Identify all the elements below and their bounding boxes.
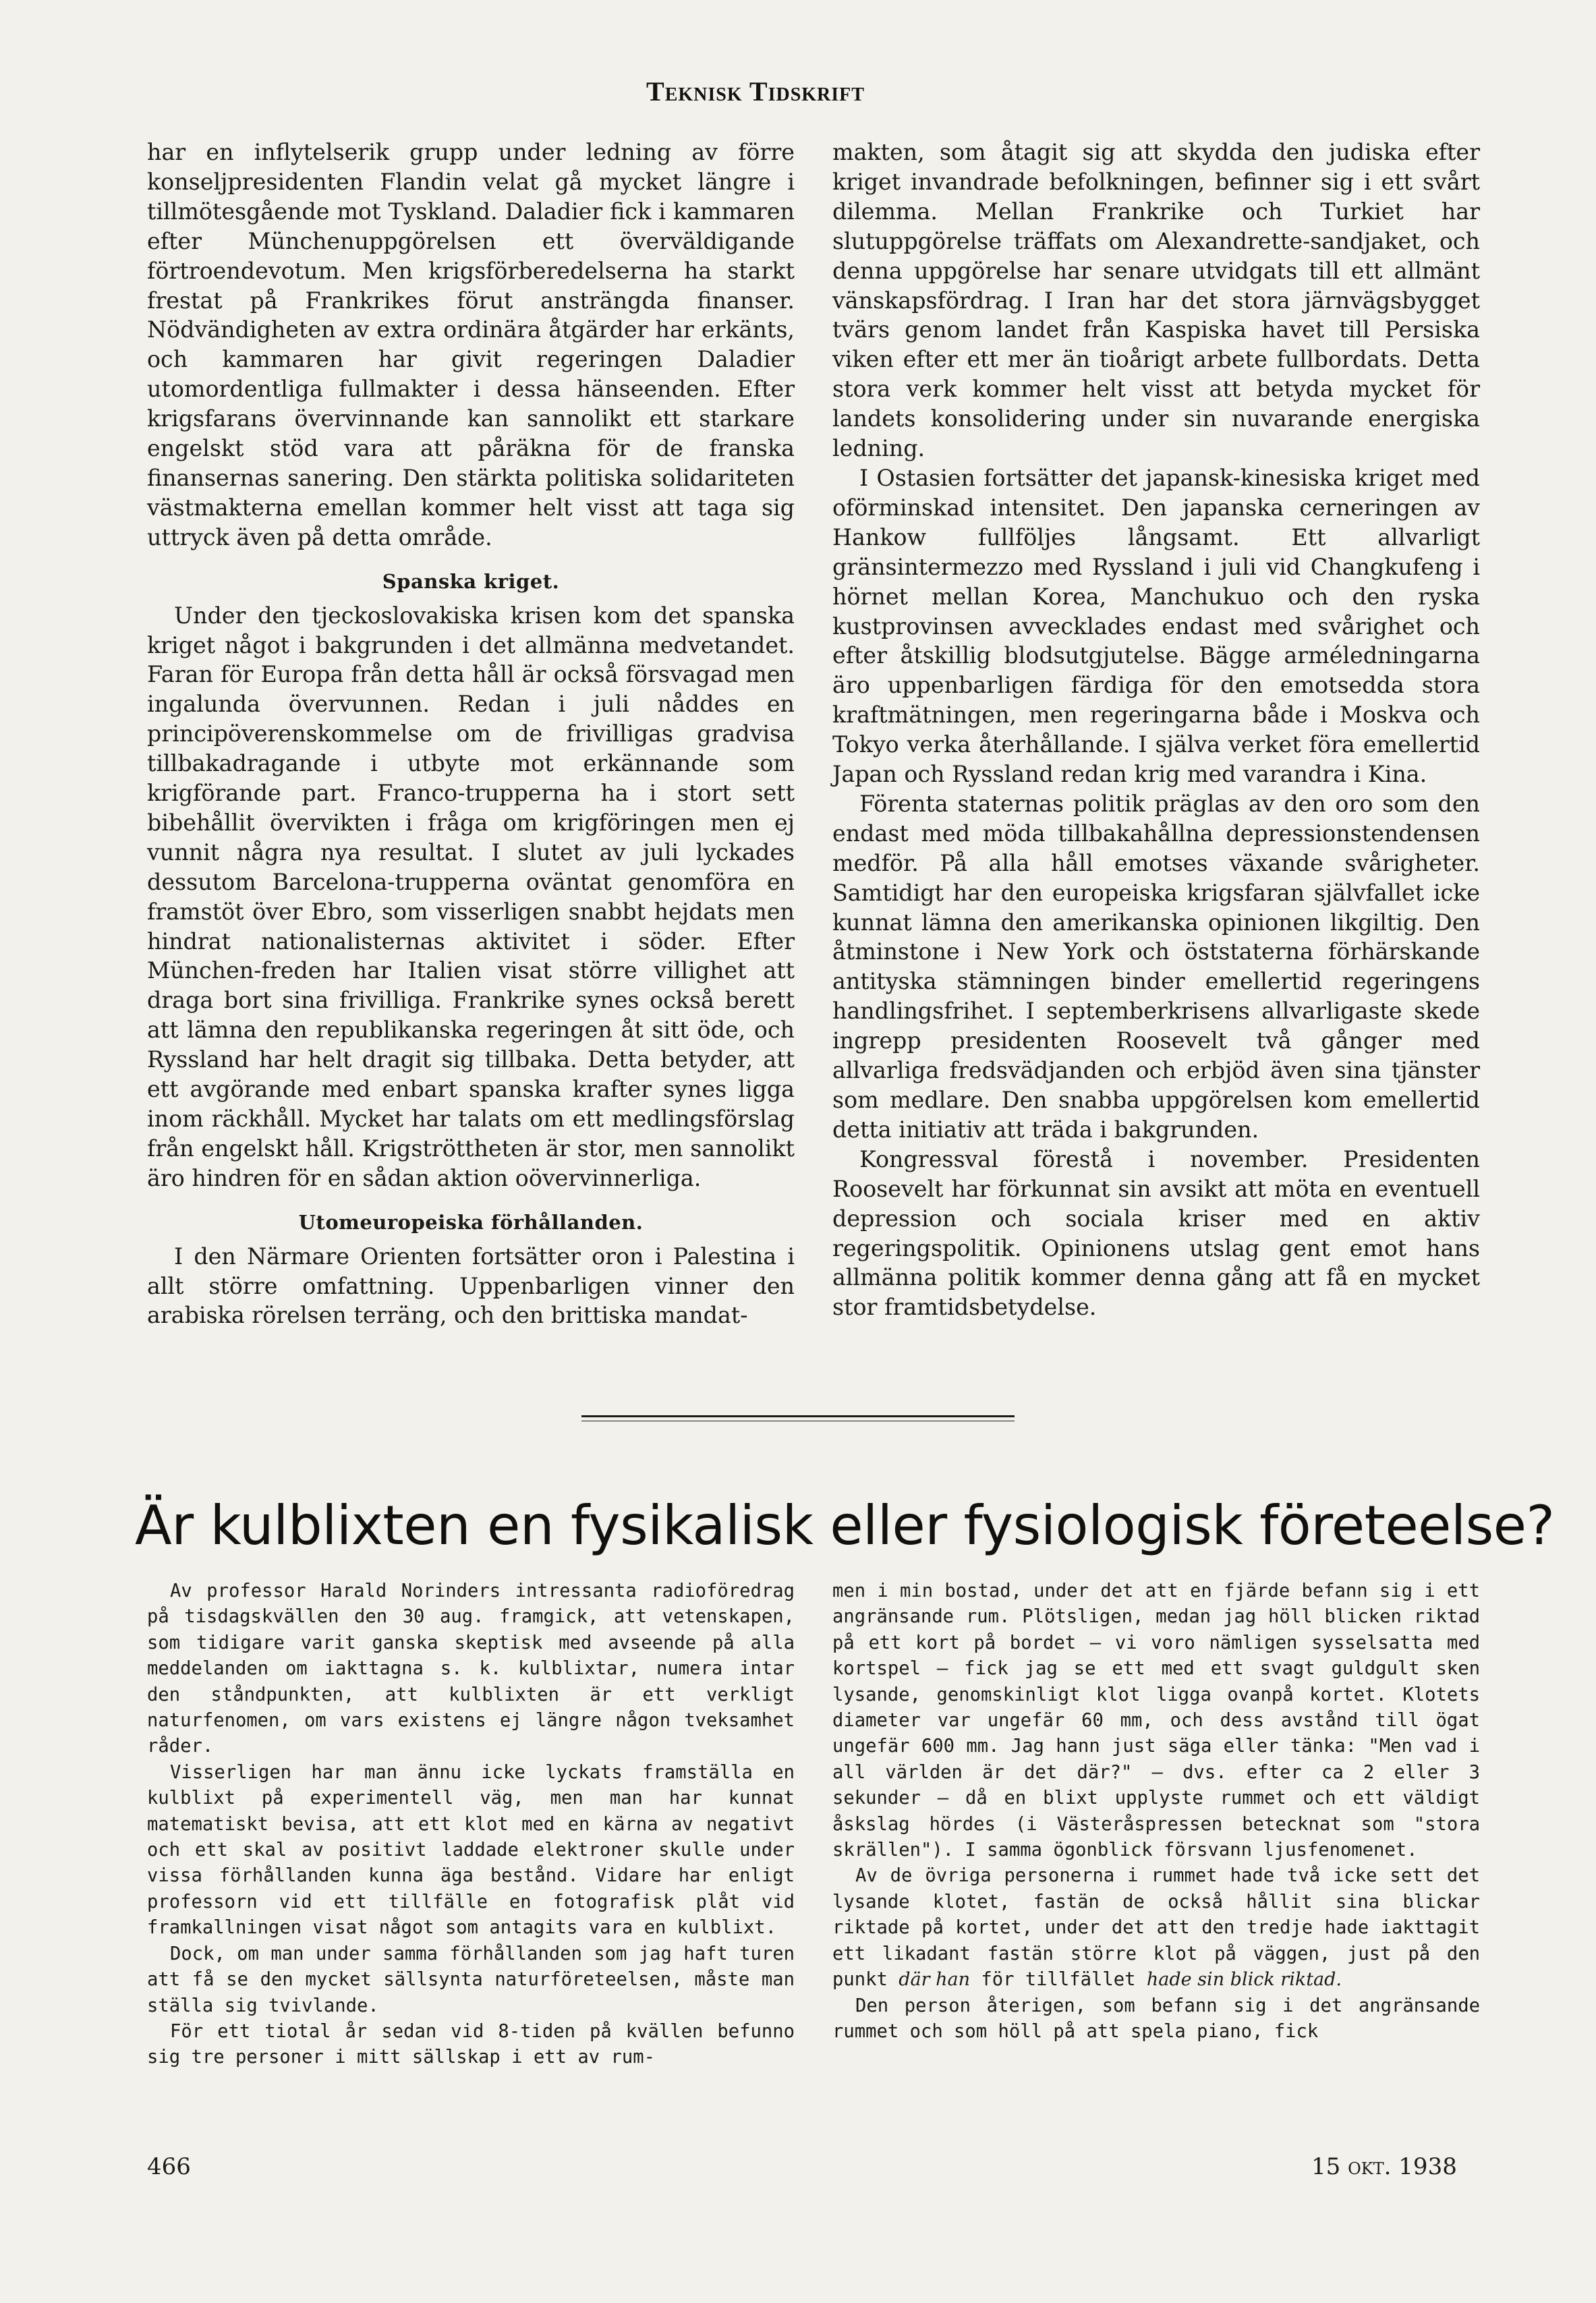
paragraph: Förenta staternas politik präglas av den oro som den endast med möda tillbakahållna depressionstendensen medför. På alla håll emotses växande svårigheter. Samtidigt har den europeiska krigsfaran självfallet icke kunnat lämna den amerikanska opinionen likgiltig. Den åtminstone i New York och öststaterna förhärskande antityska stämningen binder emellertid regeringens handlingsfrihet. I septemberkrisens allvarligaste skede ingrepp presidenten Roosevelt två gånger med allvarliga fredsvädjanden och erbjöd även sina tjänster som medlare. Den snabba uppgörelsen kom emellertid detta initiativ att träda i bakgrunden. <box>832 790 1480 1143</box>
paragraph: Under den tjeckoslovakiska krisen kom det spanska kriget något i bakgrunden i det allmänna medvetandet. Faran för Europa från detta håll är också försvagad men ingalunda övervunnen. Redan i juli nåddes en principöverenskommelse om de frivilligas gradvisa tillbakadragande i utbyte mot erkännande som krigförande part. Franco-trupperna ha i stort sett bibehållit övervikten i fråga om krigföringen men ej vunnit några nya resultat. I slutet av juli lyckades dessutom Barcelona-trupperna oväntat genomföra en framstöt över Ebro, som visserligen snabbt hejdats men hindrat nationalisternas aktivitet i söder. Efter München-freden har Italien visat större villighet att draga bort sina frivilliga. Frankrike synes också berett att lämna den republikanska regeringen åt sitt öde, och Ryssland har helt dragit sig tillbaka. Detta betyder, att ett avgörande med enbart spanska krafter synes ligga inom räckhåll. Mycket har talats om ett medlingsförslag från engelskt håll. Krigströttheten är stor, men sannolikt äro hindren för en sådan aktion oövervinnerliga. <box>147 602 795 1191</box>
journal-title: Teknisk Tidskrift <box>646 76 865 107</box>
column-top-left <box>147 138 795 1330</box>
paragraph-text: Av de övriga personerna i rummet hade två icke sett det lysande klotet, fastän de också hållit sina blickar riktade på kortet, under det att den tredje hade iakttagit ett likadant fastän större klot på väggen, just på den punkt <box>832 1865 1480 1991</box>
page-number: 466 <box>147 2153 191 2180</box>
article-column-left <box>147 1579 795 2071</box>
paragraph: har en inflytelserik grupp under ledning av förre konseljpresidenten Flandin velat gå mycket längre i tillmötesgående mot Tyskland. Daladier fick i kammaren efter Münchenuppgörelsen ett överväldigande förtroendevotum. Men krigsförberedelserna ha starkt frestat på Frankrikes förut ansträngda finanser. Nödvändigheten av extra ordinära åtgärder har erkänts, och kammaren har givit regeringen Daladier utomordentliga fullmakter i dessa hänseenden. Efter krigsfarans övervinnande kan sannolikt ett starkare engelskt stöd vara att påräkna för de franska finansernas sanering. Den stärkta politiska solidariteten västmakterna emellan kommer helt visst att taga sig uttryck även på detta område. <box>147 139 795 550</box>
paragraph: I den Närmare Orienten fortsätter oron i Palestina i allt större omfattning. Uppenbarligen vinner den arabiska rörelsen terräng, och den brittiska mandat- <box>147 1243 795 1329</box>
article-headline: Är kulblixten en fysikalisk eller fysiologisk företeelse? <box>135 1494 1555 1557</box>
paragraph: För ett tiotal år sedan vid 8-tiden på kvällen befunno sig tre personer i mitt sällskap i ett av rum- <box>147 2020 795 2068</box>
paragraph: Dock, om man under samma förhållanden som jag haft turen att få se den mycket sällsynta naturföreteelsen, måste man ställa sig tvivlande. <box>147 1943 795 2016</box>
paragraph: Visserligen har man ännu icke lyckats framställa en kulblixt på experimentell väg, men man har kunnat matematiskt bevisa, att ett klot med en kärna av negativt och ett skal av positivt laddade elektroner skulle under vissa förhållanden kunna äga bestånd. Vidare har enligt professorn vid ett tillfälle en fotografisk plåt vid framkallningen visat något som antagits vara en kulblixt. <box>147 1761 795 1939</box>
paragraph: Kongressval förestå i november. Presidenten Roosevelt har förkunnat sin avsikt att möta en eventuell depression och sociala kriser med en aktiv regeringspolitik. Opinionens utslag gent emot hans allmänna politik kommer denna gång att få en mycket stor framtidsbetydelse. <box>832 1145 1480 1321</box>
article-column-right <box>832 1579 1480 2045</box>
paragraph: makten, som åtagit sig att skydda den judiska efter kriget invandrade befolkningen, befinner sig i ett svårt dilemma. Mellan Frankrike och Turkiet har slutuppgörelse träffats om Alexandrette-sandjaket, och denna uppgörelse har senare utvidgats till ett allmänt vänskapsfördrag. I Iran har det stora järnvägsbygget tvärs genom landet från Kaspiska havet till Persiska viken efter ett mer än tioårigt arbete fullbordats. Detta stora verk kommer helt visst att betyda mycket för landets konsolidering under sin nuvarande energiska ledning. <box>832 139 1480 462</box>
paragraph: Den person återigen, som befann sig i det angränsande rummet och som höll på att spela piano, fick <box>832 1995 1480 2042</box>
paragraph <box>832 1863 1480 1993</box>
issue-date: 15 okt. 1938 <box>1311 2153 1457 2180</box>
section-heading-spanska-kriget: Spanska kriget. <box>382 569 560 593</box>
paragraph-text: för tillfället <box>969 1969 1147 1991</box>
article-divider <box>581 1415 1015 1417</box>
emphasis-text: hade sin blick riktad. <box>1146 1969 1342 1991</box>
section-heading-utomeuropeiska: Utomeuropeiska förhållanden. <box>298 1210 644 1234</box>
paragraph: Av professor Harald Norinders intressanta radioföredrag på tisdagskvällen den 30 aug. framgick, att vetenskapen, som tidigare varit ganska skeptisk med avseende på alla meddelanden om iakttagna s. k. kulblixtar, numera intar den ståndpunkten, att kulblixten är ett verkligt naturfenomen, om vars existens ej längre någon tveksamhet råder. <box>147 1581 795 1757</box>
emphasis-text: där han <box>899 1969 970 1991</box>
paragraph: men i min bostad, under det att en fjärde befann sig i ett angränsande rum. Plötsligen, medan jag höll blicken riktad på ett kort på bordet — vi voro nämligen sysselsatta med kortspel — fick jag se ett med ett svagt guldgult sken lysande, genomskinligt klot ligga ovanpå kortet. Klotets diameter var ungefär 60 mm, och dess avstånd till ögat ungefär 600 mm. Jag hann just säga eller tänka: "Men vad i all världen är det där?" — dvs. efter ca 2 eller 3 sekunder — då en blixt upplyste rummet och ett väldigt åskslag hördes (i Västeråspressen betecknat som "stora skrällen"). I samma ögonblick försvann ljusfenomenet. <box>832 1581 1480 1861</box>
paragraph: I Ostasien fortsätter det japansk-kinesiska kriget med oförminskad intensitet. Den japanska cerneringen av Hankow fullföljes långsamt. Ett allvarligt gränsintermezzo med Ryssland i juli vid Changkufeng i hörnet mellan Korea, Manchukuo och den ryska kustprovinsen avvecklades endast med svårighet och efter åtskillig blodsutgjutelse. Bägge arméledningarna äro uppenbarligen färdiga för den emotsedda stora kraftmätningen, men regeringarna både i Moskva och Tokyo verka återhållande. I själva verket föra emellertid Japan och Ryssland redan krig med varandra i Kina. <box>832 464 1480 788</box>
column-top-right <box>832 138 1480 1322</box>
